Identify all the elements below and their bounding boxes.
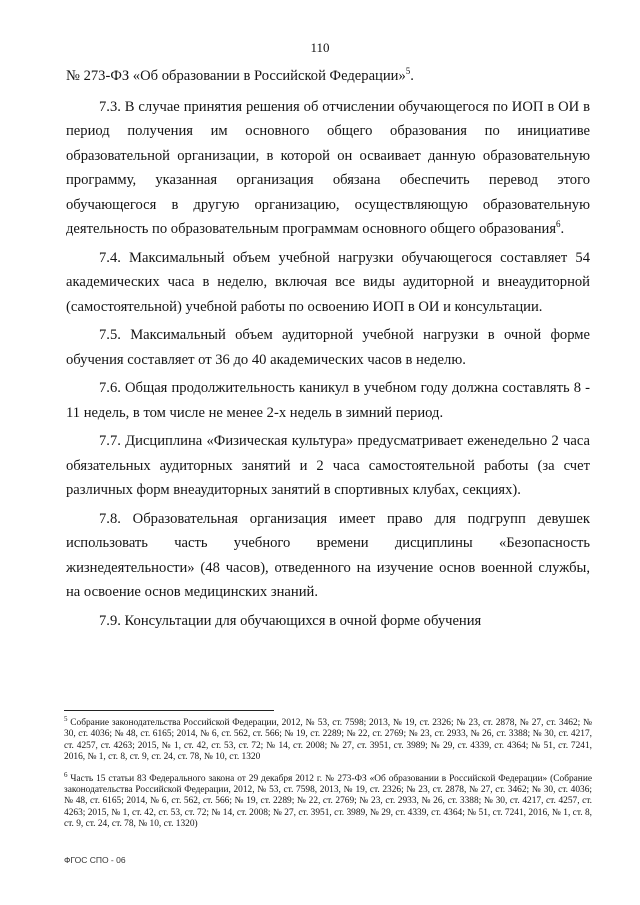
body-text (66, 64, 590, 637)
footnote-divider (64, 710, 274, 711)
paragraph-7-5: 7.5. Максимальный объем аудиторной учебной нагрузки в очной форме обучения составляет от 36 до 40 академических часов в неделю. (66, 327, 590, 368)
footnotes (64, 714, 593, 841)
footnote-5: $^5$ Собрание законодательства Российской Федерации, 2012, № 53, ст. 7598; 2013, № 19, ст. 2326; № 23, ст. 2878, № 27, ст. 3462; № 30, ст. 4036; № 48, ст. 6165; 2014, № 6, ст. 562, ст. 566; № 19, ст. 2289; № 22, ст. 2769; № 23, ст. 2933, № 26, ст. 3388; № 30, ст. 4217, ст. 4257, ст. 4263; 2015, № 1, ст. 42, ст. 53, ст. 72; № 14, ст. 2008; № 27, ст. 3951, ст. 3989; № 29, ст. 4339, ст. 4364; № 51, ст. 7241, 2016, № 1, ст. 8, ст. 9, ст. 24, ст. 78, № 10, ст. 1320 (64, 714, 592, 763)
paragraph-7-3: 7.3. В случае принятия решения об отчислении обучающегося по ИОП в ОИ в период получения им основного общего образования по инициативе образовательной организации, в которой он осваивает данную образовательную программу, указанная организация обязана обеспечить перевод этого обучающегося в другую организацию, осуществляющую образовательную деятельность по образовательным программам основного общего образования$^6$. (66, 98, 590, 237)
paragraph-7-4: 7.4. Максимальный объем учебной нагрузки обучающегося составляет 54 академических часа в неделю, включая все виды аудиторной и внеаудиторной (самостоятельной) учебной работы по освоению ИОП в ОИ и консультации. (66, 249, 590, 315)
footnote-ref-5: 5 (405, 66, 411, 77)
paragraph-7-9: 7.9. Консультации для обучающихся в очной форме обучения (99, 612, 482, 629)
paragraph-7-8: 7.8. Образовательная организация имеет право для подгрупп девушек использовать часть учебного времени дисциплины «Безопасность жизнедеятельности» (48 часов), отведенного на изучение основ военной службы, на освоение основ медицинских знаний. (66, 510, 590, 600)
page-number: 110 (310, 40, 330, 55)
paragraph-7-7: 7.7. Дисциплина «Физическая культура» предусматривает еженедельно 2 часа обязательных аудиторных занятий и 2 часа самостоятельной работы (за счет различных форм внеаудиторных занятий в спортивных клубах, секциях). (66, 433, 590, 498)
footnote-ref-6: 6 (556, 219, 561, 230)
footnote-6: $^6$ Часть 15 статьи 83 Федерального закона от 29 декабря 2012 г. № 273-ФЗ «Об образовании в Российской Федерации» (Собрание законодательства Российской Федерации, 2012, № 53, ст. 7598, 2013, № 19, ст. 2326; № 23, ст. 2878, № 27, ст. 3462; № 30, ст. 4036; № 48, ст. 6165; 2014, № 6, ст. 562, ст. 566; № 19, ст. 2289; № 22, ст. 2769; № 23, ст. 2933, № 26, ст. 3388; № 30, ст. 4217, ст. 4257, ст. 4263; 2015, № 1, ст. 42, ст. 53, ст. 72; № 14, ст. 2008; № 27, ст. 3951, ст. 3989, № 29, ст. 4339, ст. 4364; № 51, ст. 7241, 2016, № 1, ст. 8, ст. 9, ст. 24, ст. 78, № 10, ст. 1320) (64, 770, 593, 830)
document-code: ФГОС СПО - 06 (64, 855, 126, 865)
paragraph-7-6: 7.6. Общая продолжительность каникул в учебном году должна составлять 8 - 11 недель, в том числе не менее 2-х недель в зимний период. (66, 380, 590, 421)
paragraph-law-reference: № 273-ФЗ «Об образовании в Российской Федерации»$^5$. (66, 66, 414, 84)
